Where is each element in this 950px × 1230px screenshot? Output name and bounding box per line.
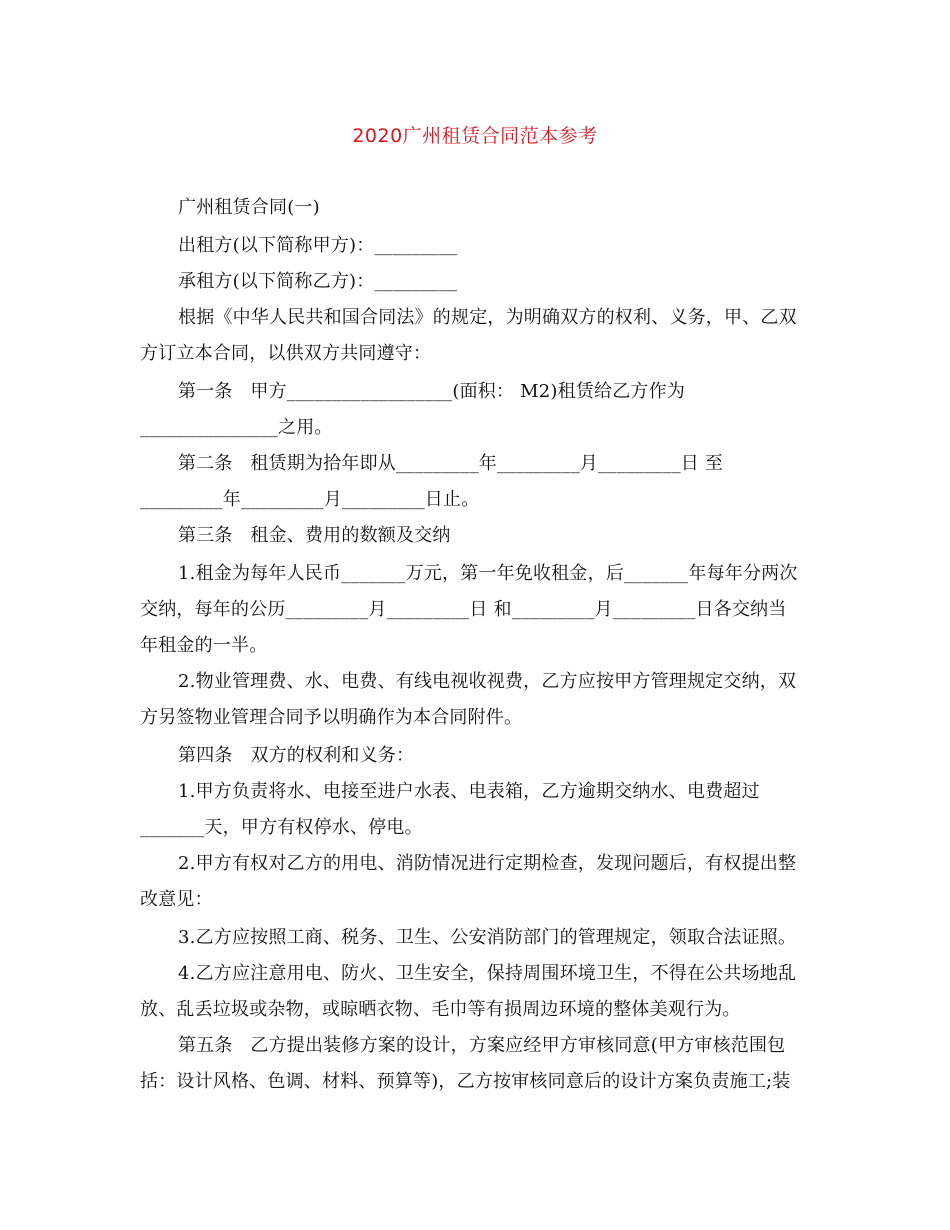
paragraph-line: 交纳，每年的公历_________月_________日 和_________月_________日各交纳当	[140, 599, 787, 620]
clause-line: 2.物业管理费、水、电费、有线电视收视费，乙方应按甲方管理规定交纳，双	[178, 671, 797, 692]
contract-heading: 广州租赁合同(一)	[178, 197, 320, 218]
article-1-line: 第一条 甲方__________________(面积： M2)租赁给乙方作为	[178, 381, 686, 402]
document-title: 2020广州租赁合同范本参考	[352, 125, 598, 147]
paragraph-line: _______________之用。	[140, 417, 333, 438]
paragraph-line: 改意见：	[140, 889, 213, 910]
clause-line: 2.甲方有权对乙方的用电、消防情况进行定期检查，发现问题后，有权提出整	[178, 853, 797, 874]
lessor-line: 出租方(以下简称甲方)：_________	[178, 235, 458, 256]
article-3-line: 第三条 租金、费用的数额及交纳	[178, 525, 451, 546]
article-2-line: 第二条 租赁期为拾年即从_________年_________月_________日 至	[178, 453, 724, 474]
paragraph-line: 方另签物业管理合同予以明确作为本合同附件。	[140, 707, 523, 728]
clause-line: 1.租金为每年人民币_______万元，第一年免收租金，后_______年每年分两次	[178, 563, 798, 584]
paragraph-line: _______天，甲方有权停水、停电。	[140, 817, 423, 838]
clause-line: 4.乙方应注意用电、防火、卫生安全，保持周围环境卫生，不得在公共场地乱	[178, 963, 797, 984]
paragraph-line: 年租金的一半。	[140, 635, 268, 656]
paragraph-line: 放、乱丢垃圾或杂物，或晾晒衣物、毛巾等有损周边环境的整体美观行为。	[140, 999, 741, 1020]
article-4-line: 第四条 双方的权利和义务：	[178, 745, 415, 766]
lessee-line: 承租方(以下简称乙方)：_________	[178, 271, 458, 292]
paragraph-line: 括：设计风格、色调、材料、预算等)，乙方按审核同意后的设计方案负责施工;装	[140, 1071, 791, 1092]
paragraph-line: _________年_________月_________日止。	[140, 489, 480, 510]
paragraph-line: 根据《中华人民共和国合同法》的规定，为明确双方的权利、义务，甲、乙双	[178, 307, 797, 328]
clause-line: 3.乙方应按照工商、税务、卫生、公安消防部门的管理规定，领取合法证照。	[178, 927, 797, 948]
paragraph-line: 方订立本合同，以供双方共同遵守：	[140, 343, 432, 364]
clause-line: 1.甲方负责将水、电接至进户水表、电表箱，乙方逾期交纳水、电费超过	[178, 781, 760, 802]
article-5-line: 第五条 乙方提出装修方案的设计，方案应经甲方审核同意(甲方审核范围包	[178, 1035, 786, 1056]
